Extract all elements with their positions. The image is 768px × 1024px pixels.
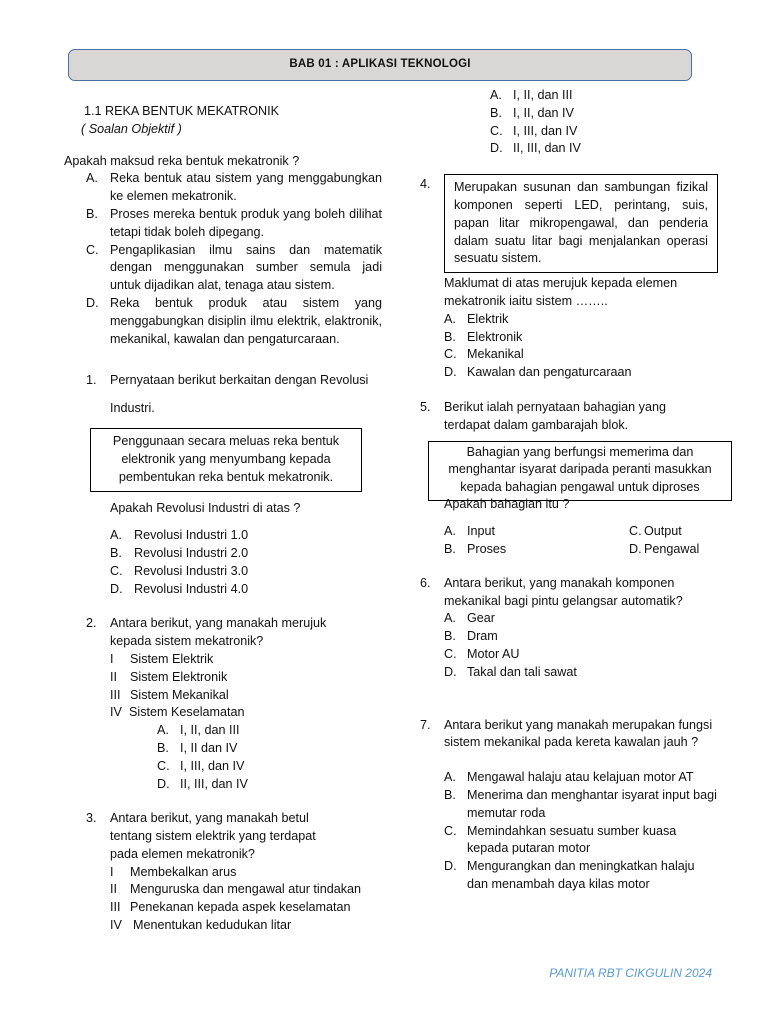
- question-2: [64, 615, 382, 793]
- option-text: Mekanikal: [467, 347, 524, 362]
- statement-roman: III: [110, 900, 121, 915]
- info-box: Bahagian yang berfungsi memerima dan menghantar isyarat daripada peranti masukkan kepada bahagian pengawal untuk diproses: [428, 441, 732, 501]
- option-text: I, II, dan III: [180, 723, 240, 738]
- question-number: 1.: [86, 373, 97, 388]
- statement-text: Penekanan kepada aspek keselamatan: [130, 900, 351, 915]
- option-item: [420, 769, 717, 787]
- option-item: [64, 545, 382, 563]
- statement-text: Menguruska dan mengawal atur tindakan: [130, 882, 362, 897]
- question-3: [64, 810, 382, 935]
- option-item: [420, 646, 736, 664]
- option-text: I, II, dan IV: [513, 105, 574, 120]
- stem-text: Antara berikut yang manakah merupakan fungsi sistem mekanikal pada kereta kawalan jauh ?: [444, 717, 713, 750]
- statement-text: Sistem Elektronik: [130, 669, 228, 684]
- option-label: C.: [110, 563, 123, 578]
- question-text: Maklumat di atas merujuk kepada elemen mekatronik iaitu sistem ……..: [444, 276, 678, 308]
- stem-text: Berikut ialah pernyataan bahagian yang terdapat dalam gambarajah blok.: [444, 399, 666, 432]
- info-box: Merupakan susunan dan sambungan fizikal komponen seperti LED, perintang, suis, papan litar mikropengawal, dan penderia dalam suatu litar bagi menjalankan operasi sesuatu sistem.: [444, 174, 718, 273]
- question-stem: [420, 575, 704, 611]
- stem-text: Antara berikut, yang manakah betul tentang sistem elektrik yang terdapat pada elemen mekatronik?: [110, 811, 316, 861]
- chapter-title: BAB 01 : APLIKASI TEKNOLOGI: [289, 58, 471, 71]
- option-item: [64, 170, 382, 206]
- option-text: Revolusi Industri 4.0: [134, 581, 249, 596]
- stem-text: Antara berikut, yang manakah merujuk kepada sistem mekatronik?: [110, 616, 327, 649]
- option-item: [420, 858, 717, 894]
- left-column: [64, 103, 382, 935]
- option-label: B.: [444, 787, 456, 802]
- option-text: Mengawal halaju atau kelajuan motor AT: [467, 770, 694, 785]
- question-stem: [420, 399, 684, 435]
- question-1: [64, 372, 382, 598]
- option-label: A.: [444, 611, 456, 626]
- option-item: [420, 311, 736, 329]
- option-label: D.: [157, 776, 170, 791]
- option-item: [64, 740, 382, 758]
- option-item: [420, 787, 717, 823]
- option-label: A.: [444, 770, 456, 785]
- statement-item: [64, 899, 382, 917]
- option-item: [420, 140, 736, 158]
- statement-text: Menentukan kedudukan litar: [133, 918, 292, 933]
- option-text: Takal dan tali sawat: [467, 664, 577, 679]
- option-item: [420, 87, 736, 105]
- statement-roman: IV: [110, 705, 122, 720]
- option-row: [420, 523, 736, 541]
- question-4: [420, 174, 736, 382]
- option-text: Dram: [467, 629, 498, 644]
- option-text: Pengawal: [644, 541, 700, 556]
- option-text: Reka bentuk atau sistem yang menggabungkan ke elemen mekatronik.: [110, 171, 382, 204]
- option-item: [64, 722, 382, 740]
- statement-text: Sistem Mekanikal: [130, 687, 229, 702]
- option-text: Input: [467, 523, 496, 538]
- option-item: [64, 563, 382, 581]
- option-text: Reka bentuk produk atau sistem yang menggabungkan disiplin ilmu elektrik, elaktronik, mekanikal, kawalan dan pengaturcaraan.: [110, 295, 382, 346]
- statement-item: [64, 704, 382, 722]
- stem-line: Industri.: [110, 401, 155, 416]
- option-label: C.: [629, 523, 642, 538]
- option-label: B.: [110, 545, 122, 560]
- statement-item: [64, 669, 382, 687]
- option-label: C.: [444, 347, 457, 362]
- option-item: [64, 206, 382, 242]
- option-text: Elektronik: [467, 329, 523, 344]
- question-stem: Apakah maksud reka bentuk mekatronik ?: [64, 153, 300, 168]
- statement-item: [64, 687, 382, 705]
- option-label: D.: [490, 141, 503, 156]
- option-row: [420, 541, 736, 559]
- option-item: [420, 823, 697, 859]
- statement-roman: I: [110, 864, 114, 879]
- option-label: D.: [86, 295, 99, 310]
- option-item: [64, 242, 382, 295]
- stem-line: Pernyataan berikut berkaitan dengan Revolusi: [110, 373, 369, 388]
- option-item: [420, 628, 736, 646]
- question-3-options: [420, 87, 736, 158]
- option-label: A.: [86, 171, 98, 186]
- option-text: II, III, dan IV: [513, 141, 581, 156]
- option-item: [420, 329, 736, 347]
- intro-question: [64, 153, 382, 349]
- option-text: Pengaplikasian ilmu sains dan matematik dengan menggunakan sumber semula jadi untuk dijadikan alat, tenaga atau sistem.: [110, 242, 382, 293]
- section-subtitle: ( Soalan Objektif ): [81, 121, 182, 136]
- option-text: Proses: [467, 541, 507, 556]
- option-label: A.: [444, 311, 456, 326]
- option-text: Gear: [467, 611, 495, 626]
- question-stem: [420, 717, 714, 753]
- statement-item: [64, 864, 382, 882]
- option-item: [420, 346, 736, 364]
- option-text: Proses mereka bentuk produk yang boleh dilihat tetapi tidak boleh dipegang.: [110, 206, 382, 239]
- question-number: 6.: [420, 575, 431, 590]
- option-text: II, III, dan IV: [180, 776, 248, 791]
- info-box: Penggunaan secara meluas reka bentuk elektronik yang menyumbang kepada pembentukan reka bentuk mekatronik.: [90, 428, 362, 492]
- option-item: [64, 776, 382, 794]
- question-6: [420, 575, 736, 682]
- option-text: Mengurangkan dan meningkatkan halaju dan menambah daya kilas motor: [467, 859, 695, 891]
- statement-roman: III: [110, 687, 121, 702]
- option-label: B.: [157, 740, 169, 755]
- option-label: B.: [444, 329, 456, 344]
- question-number: 5.: [420, 399, 431, 414]
- option-label: D.: [444, 365, 457, 380]
- option-item: [64, 758, 382, 776]
- option-text: Revolusi Industri 2.0: [134, 545, 249, 560]
- section-title: 1.1 REKA BENTUK MEKATRONIK: [84, 104, 280, 118]
- option-label: D.: [110, 581, 123, 596]
- statement-roman: IV: [110, 918, 122, 933]
- option-text: Elektrik: [467, 311, 509, 326]
- option-label: C.: [490, 123, 503, 138]
- option-label: C.: [444, 646, 457, 661]
- option-label: B.: [86, 206, 98, 221]
- question-7: [420, 717, 736, 894]
- option-item: [64, 581, 382, 599]
- option-text: Output: [644, 523, 682, 538]
- option-label: A.: [444, 523, 456, 538]
- option-label: B.: [444, 629, 456, 644]
- option-text: Kawalan dan pengaturcaraan: [467, 365, 632, 380]
- option-text: Revolusi Industri 3.0: [134, 563, 249, 578]
- option-text: Motor AU: [467, 646, 520, 661]
- statement-roman: I: [110, 651, 114, 666]
- stem-text: Antara berikut, yang manakah komponen mekanikal bagi pintu gelangsar automatik?: [444, 575, 683, 608]
- option-item: [420, 664, 736, 682]
- option-item: [420, 364, 736, 382]
- option-label: B.: [490, 105, 502, 120]
- option-item: [420, 610, 736, 628]
- statement-text: Sistem Keselamatan: [129, 705, 245, 720]
- chapter-header: [68, 49, 692, 81]
- option-text: Memindahkan sesuatu sumber kuasa kepada putaran motor: [467, 823, 677, 856]
- option-text: Revolusi Industri 1.0: [134, 528, 249, 543]
- statement-text: Sistem Elektrik: [130, 651, 214, 666]
- statement-item: [64, 651, 382, 669]
- option-text: I, III, dan IV: [513, 123, 578, 138]
- option-label: A.: [110, 528, 122, 543]
- question-stem: [64, 810, 330, 863]
- statement-item: [64, 917, 382, 935]
- statement-roman: II: [110, 669, 117, 684]
- option-label: D.: [444, 664, 457, 679]
- option-label: C.: [444, 823, 457, 838]
- question-number: 2.: [86, 616, 97, 631]
- option-label: D.: [629, 541, 642, 556]
- option-label: C.: [157, 758, 170, 773]
- option-item: [420, 123, 736, 141]
- question-stem: [64, 372, 382, 390]
- option-text: I, III, dan IV: [180, 758, 245, 773]
- option-item: [64, 295, 382, 348]
- question-5: [420, 399, 736, 559]
- option-text: Menerima dan menghantar isyarat input bagi memutar roda: [467, 787, 717, 820]
- question-number: 4.: [420, 177, 431, 192]
- option-label: A.: [490, 88, 502, 102]
- option-label: D.: [444, 859, 457, 874]
- option-item: [420, 105, 736, 123]
- option-label: C.: [86, 242, 99, 257]
- question-stem: [64, 615, 340, 651]
- option-text: I, II, dan III: [513, 88, 573, 102]
- option-label: A.: [157, 723, 169, 738]
- statement-item: [64, 881, 382, 899]
- question-number: 7.: [420, 717, 431, 732]
- option-text: I, II dan IV: [180, 740, 238, 755]
- footer-text: PANITIA RBT CIKGULIN 2024: [549, 966, 712, 980]
- question-number: 3.: [86, 811, 97, 826]
- question-text: Apakah bahagian itu ?: [444, 496, 570, 511]
- statement-roman: II: [110, 882, 117, 897]
- question-text: Apakah Revolusi Industri di atas ?: [110, 501, 301, 516]
- right-column: [420, 87, 736, 894]
- statement-text: Membekalkan arus: [130, 864, 237, 879]
- option-item: [64, 527, 382, 545]
- option-label: B.: [444, 541, 456, 556]
